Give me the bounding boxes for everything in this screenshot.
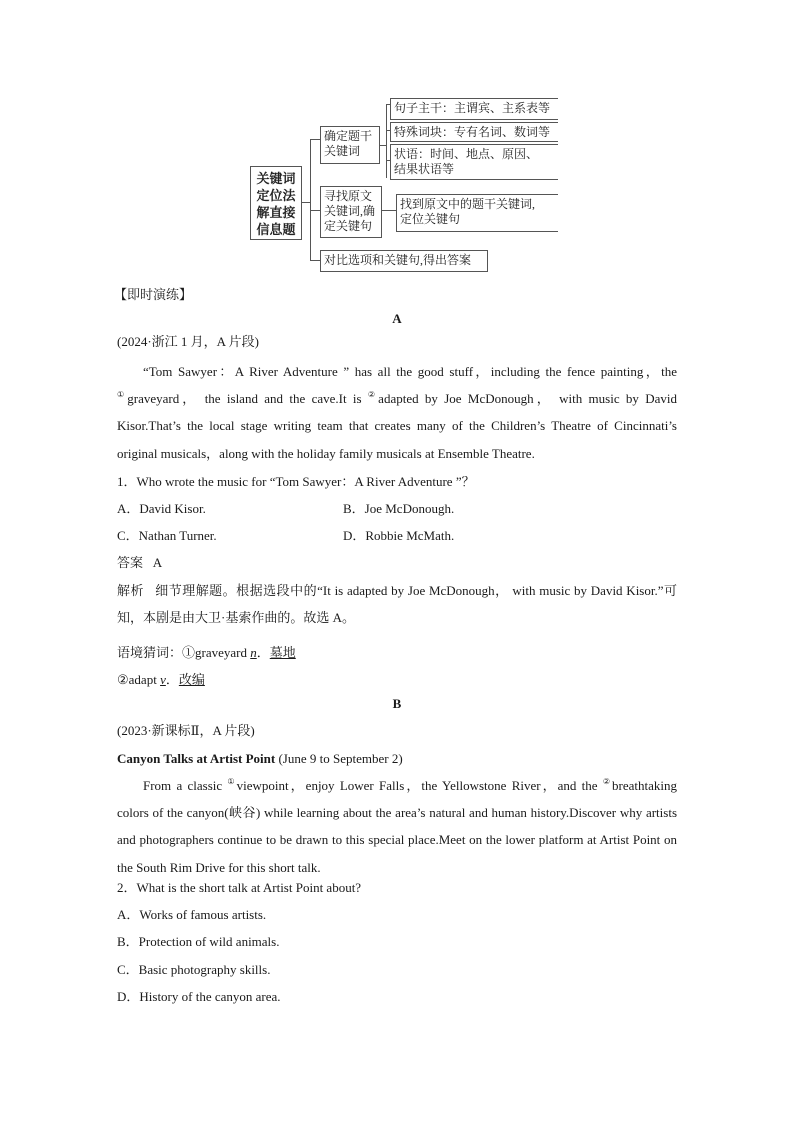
diagram-step1: 确定题干 关键词	[320, 126, 380, 164]
q1-option-c: C．Nathan Turner.	[117, 528, 217, 543]
q2-option-c: C．Basic photography skills.	[117, 962, 271, 977]
diagram-step3: 对比选项和关键句,得出答案	[320, 250, 488, 272]
mind-map-diagram	[248, 98, 558, 274]
vocab-line-1: 语境猜词：①graveyard n．墓地	[117, 645, 296, 660]
q2-option-b: B．Protection of wild animals.	[117, 934, 280, 949]
diagram-step1-item-2: 特殊词块：专有名词、数词等	[390, 122, 558, 142]
footnote-marker-2: ②	[602, 777, 613, 786]
footnote-marker-2: ②	[367, 390, 379, 400]
part-b-title: Canyon Talks at Artist Point (June 9 to September 2)	[117, 751, 403, 766]
part-a-passage: “Tom Sawyer：A River Adventure ” has all the good stuff，including the fence painting，the ①graveyard， the island and the cave.It is ②adapted by Joe McDonough， with music by David Kisor.That’s the local stage writing team that creates many of the Children’s Theatre of Cincinnati’s original musicals，along with the holiday family musicals at Ensemble Theatre.	[117, 364, 678, 461]
part-a-source: (2024·浙江 1 月，A 片段)	[117, 334, 259, 349]
footnote-marker-1: ①	[117, 390, 128, 400]
q1-option-b: B．Joe McDonough.	[343, 501, 455, 516]
q2-option-d: D．History of the canyon area.	[117, 989, 281, 1004]
answer-line	[117, 554, 162, 572]
vocab-line-2: ②adapt v．改编	[117, 672, 205, 687]
q1-option-d: D．Robbie McMath.	[343, 528, 455, 543]
diagram-root: 关键词 定位法 解直接 信息题	[250, 166, 302, 240]
part-b-passage: From a classic ①viewpoint，enjoy Lower Falls，the Yellowstone River，and the ②breathtaking colors of the canyon(峡谷) while learning about the area’s natural and human history.Discover why artists and photographers continue to be drawn to this special place.Meet on the lower platform at Artist Point on the South Rim Drive for this short talk.	[117, 777, 678, 875]
question-1: 1．Who wrote the music for “Tom Sawyer：A River Adventure ”？	[117, 474, 475, 489]
part-b-source: (2023·新课标Ⅱ，A 片段)	[117, 723, 255, 738]
q1-option-a: A．David Kisor.	[117, 501, 206, 516]
footnote-marker-1: ①	[227, 777, 237, 786]
diagram-step1-item-3: 状语：时间、地点、原因、 结果状语等	[390, 144, 558, 180]
diagram-step2: 寻找原文 关键词,确 定关键句	[320, 186, 382, 238]
q2-option-a: A．Works of famous artists.	[117, 907, 267, 922]
answer-label: 答案	[117, 555, 144, 570]
section-label: 【即时演练】	[114, 287, 193, 302]
diagram-step2-item: 找到原文中的题干关键词, 定位关键句	[396, 194, 558, 232]
answer-value: A	[152, 555, 163, 570]
part-b-heading: B	[392, 696, 402, 711]
question-2: 2．What is the short talk at Artist Point about?	[117, 880, 362, 895]
analysis-text: 解析 细节理解题。根据选段中的“It is adapted by Joe McDonough， with music by David Kisor.”可知，本剧是由大卫·基索作曲的。故选 A。	[117, 583, 677, 626]
diagram-step1-item-1: 句子主干：主谓宾、主系表等	[390, 98, 558, 120]
part-a-heading: A	[392, 311, 402, 326]
